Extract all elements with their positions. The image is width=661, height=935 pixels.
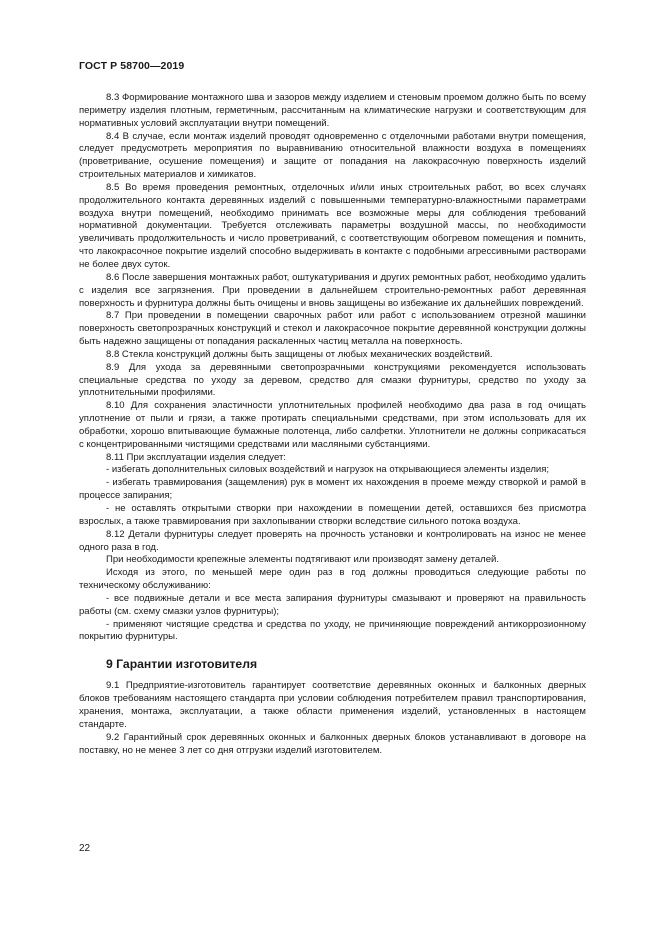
paragraph-8-6: 8.6 После завершения монтажных работ, оштукатуривания и других ремонтных работ, необходимо удалить с изделия все загрязнения. При проведении в дальнейшем строительно-ремонтных работ деревянная поверхность и фурнитура должны быть очищены и вновь защищены во избежание их дальнейших повреждений. <box>79 271 586 309</box>
paragraph-8-11: 8.11 При эксплуатации изделия следует: <box>106 451 286 463</box>
paragraph-8-12: 8.12 Детали фурнитуры следует проверять на прочность установки и контролировать на износ не менее одного раза в год. <box>79 528 586 553</box>
list-item: - применяют чистящие средства и средства по уходу, не причиняющие повреждений антикоррозионному покрытию фурнитуры. <box>79 618 586 643</box>
standard-header: ГОСТ Р 58700—2019 <box>79 60 185 72</box>
paragraph-8-9: 8.9 Для ухода за деревянными светопрозрачными конструкциями рекомендуется использовать специальные средства по уходу за деревом, средство для смазки фурнитуры, средство по уходу за уплотнительными профилями. <box>79 361 586 399</box>
page-number: 22 <box>79 843 91 854</box>
document-body <box>79 92 586 757</box>
paragraph: При необходимости крепежные элементы подтягивают или производят замену деталей. <box>106 554 500 566</box>
paragraph-8-7: 8.7 При проведении в помещении сварочных работ или работ с использованием отрезной машинки поверхность светопрозрачных конструкций и стекол и лакокрасочное покрытие деревянной конструкции должны быть надежно защищены от попадания раскаленных частиц металла на поверхность. <box>79 310 586 348</box>
paragraph-9-2: 9.2 Гарантийный срок деревянных оконных и балконных дверных блоков устанавливают в договоре на поставку, но не менее 3 лет со дня отгрузки изделий изготовителем. <box>79 731 586 756</box>
paragraph: Исходя из этого, по меньшей мере один раз в год должны проводиться следующие работы по техническому обслуживанию: <box>79 567 586 592</box>
paragraph-9-1: 9.1 Предприятие-изготовитель гарантирует соответствие деревянных оконных и балконных дверных блоков требованиям настоящего стандарта при условии соблюдения потребителем правил транспортирования, хранения, монтажа, эксплуатации, а также области применения изделий, установленных в настоящем стандарте. <box>79 680 586 730</box>
paragraph-8-3: 8.3 Формирование монтажного шва и зазоров между изделием и стеновым проемом должно быть по всему периметру изделия плотным, герметичным, рассчитанным на климатические нагрузки и соответствующим для нормативных условий эксплуатации внутри помещений. <box>79 92 586 129</box>
paragraph-8-5: 8.5 Во время проведения ремонтных, отделочных и/или иных строительных работ, во всех случаях продолжительного контакта деревянных изделий с повышенными температурно-влажностными параметрами воздуха внутри помещений, необходимо принимать все возможные меры для соблюдения требований нормативной документации. Требуется отслеживать параметры воздушной массы, по необходимости увеличивать продолжительность и число проветриваний, с соответствующим обогревом помещения и помнить, что лакокрасочное покрытие изделий способно выдерживать в контакте с подобными агрессивными растворами не более двух суток. <box>79 181 586 270</box>
paragraph-8-4: 8.4 В случае, если монтаж изделий проводят одновременно с отделочными работами внутри помещения, следует предусмотреть мероприятия по выравниванию относительной влажности воздуха в помещениях (проветривание, осушение помещения) и защите от попадания на лакокрасочную поверхность изделий строительных материалов и химикатов. <box>79 130 586 181</box>
list-item: - избегать дополнительных силовых воздействий и нагрузок на открывающиеся элементы изделия; <box>106 464 550 476</box>
paragraph-8-10: 8.10 Для сохранения эластичности уплотнительных профилей необходимо два раза в год очищать уплотнение от пыли и грязи, а также протирать специальными средствами, при этом использовать для их обработки, хорошо впитывающие бумажные полотенца, либо салфетки. Уплотнители не должны соприкасаться с концентрированными чистящими средствами или масляными субстанциями. <box>79 400 586 450</box>
list-item: - все подвижные детали и все места запирания фурнитуры смазывают и проверяют на правильность работы (см. схему смазки узлов фурнитуры); <box>79 592 586 617</box>
section-title: 9 Гарантии изготовителя <box>106 657 258 672</box>
list-item: - не оставлять открытыми створки при нахождении в помещении детей, оставшихся без присмотра взрослых, а также травмирования при захлопывании створки вследствие сильного потока воздуха. <box>79 503 586 527</box>
paragraph-8-8: 8.8 Стекла конструкций должны быть защищены от любых механических воздействий. <box>106 348 493 360</box>
list-item: - избегать травмирования (защемления) рук в момент их нахождения в проеме между створкой и рамой в процессе запирания; <box>79 477 586 502</box>
